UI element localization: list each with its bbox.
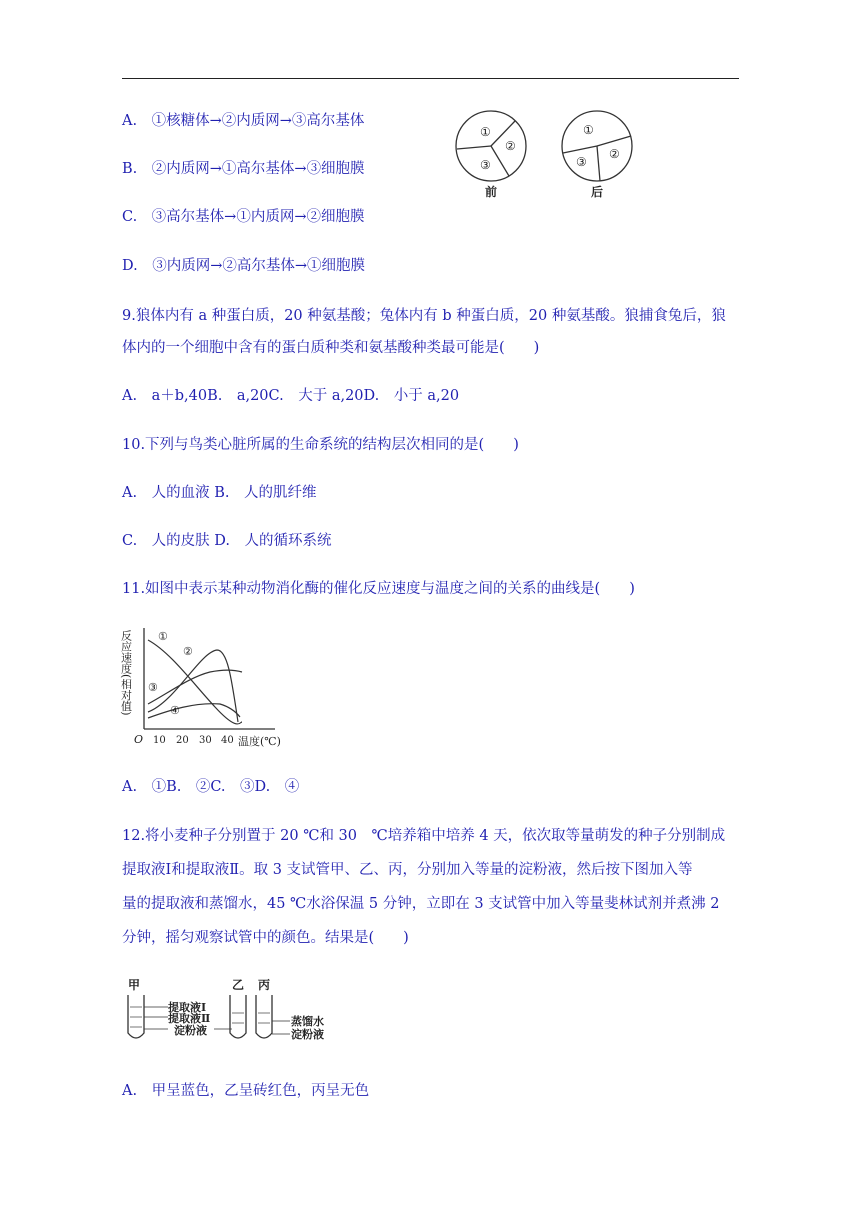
q9-options: A. a＋b,40B. a,20C. 大于 a,20D. 小于 a,20 bbox=[122, 388, 460, 404]
label-starch-left: 淀粉液 bbox=[174, 1024, 207, 1037]
q8-option-b: B. ②内质网→①高尔基体→③细胞膜 bbox=[122, 161, 365, 177]
before-pie bbox=[456, 111, 526, 199]
curve-label-4: ④ bbox=[170, 704, 180, 717]
label-extract-1: 提取液Ⅰ bbox=[168, 1001, 207, 1014]
pie-label-3b: ③ bbox=[576, 155, 587, 169]
tube-label-yi: 乙 bbox=[232, 978, 245, 992]
y-axis-label: 反应速度(相对值) bbox=[120, 630, 133, 716]
q9-stem-line-2: 体内的一个细胞中含有的蛋白质种类和氨基酸种类最可能是( ) bbox=[122, 340, 540, 356]
label-starch-right: 淀粉液 bbox=[291, 1028, 324, 1041]
tube-label-bing: 丙 bbox=[258, 978, 271, 992]
curve-2 bbox=[148, 650, 238, 722]
q8-option-c: C. ③高尔基体→①内质网→②细胞膜 bbox=[122, 209, 365, 225]
q12-stem-line-4: 分钟，摇匀观察试管中的颜色。结果是( ) bbox=[122, 930, 409, 946]
q8-pie-figure bbox=[450, 108, 640, 200]
q10-options-line-2: C. 人的皮肤 D. 人的循环系统 bbox=[122, 533, 332, 549]
curve-3 bbox=[148, 670, 242, 704]
q12-option-a: A. 甲呈蓝色，乙呈砖红色，丙呈无色 bbox=[122, 1083, 370, 1099]
q12-test-tube-figure bbox=[124, 977, 344, 1049]
pie-label-1b: ① bbox=[583, 123, 594, 137]
q10-stem: 10.下列与鸟类心脏所属的生命系统的结构层次相同的是( ) bbox=[122, 437, 519, 453]
after-label: 后 bbox=[591, 185, 604, 199]
x-tick-30: 30 bbox=[199, 735, 212, 746]
curve-4 bbox=[148, 704, 240, 718]
q10-options-line-1: A. 人的血液 B. 人的肌纤维 bbox=[122, 485, 317, 501]
q12-stem-line-2: 提取液Ⅰ和提取液Ⅱ。取 3 支试管甲、乙、丙，分别加入等量的淀粉液，然后按下图加入等 bbox=[122, 862, 693, 878]
after-pie bbox=[562, 111, 632, 199]
x-tick-10: 10 bbox=[153, 735, 166, 746]
q11-enzyme-chart bbox=[120, 622, 290, 752]
label-water: 蒸馏水 bbox=[291, 1015, 324, 1028]
q11-options: A. ①B. ②C. ③D. ④ bbox=[122, 779, 300, 795]
origin-label: O bbox=[134, 733, 144, 746]
q9-stem-line-1: 9.狼体内有 a 种蛋白质，20 种氨基酸；兔体内有 b 种蛋白质，20 种氨基酸。狼捕食兔后，狼 bbox=[122, 308, 726, 324]
x-tick-20: 20 bbox=[176, 735, 189, 746]
tube-yi bbox=[230, 995, 246, 1038]
q11-stem: 11.如图中表示某种动物消化酶的催化反应速度与温度之间的关系的曲线是( ) bbox=[122, 581, 635, 597]
pie-label-2: ② bbox=[505, 139, 516, 153]
q8-option-d: D. ③内质网→②高尔基体→①细胞膜 bbox=[122, 258, 366, 274]
tube-label-jia: 甲 bbox=[128, 978, 141, 992]
header-rule bbox=[122, 78, 739, 79]
label-extract-2: 提取液Ⅱ bbox=[168, 1012, 211, 1025]
curve-label-1: ① bbox=[158, 630, 168, 643]
before-label: 前 bbox=[485, 185, 498, 199]
q8-option-a: A. ①核糖体→②内质网→③高尔基体 bbox=[122, 113, 365, 129]
x-tick-40: 40 bbox=[221, 735, 234, 746]
curve-label-3: ③ bbox=[148, 681, 158, 694]
tube-bing bbox=[256, 995, 272, 1038]
curve-1 bbox=[148, 640, 242, 724]
curve-label-2: ② bbox=[183, 645, 193, 658]
pie-label-1: ① bbox=[480, 125, 491, 139]
x-axis-label: 温度(℃) bbox=[238, 735, 281, 748]
q12-stem-line-3: 量的提取液和蒸馏水，45 ℃水浴保温 5 分钟，立即在 3 支试管中加入等量斐林试剂并煮沸 2 bbox=[122, 896, 720, 912]
pie-label-3: ③ bbox=[480, 158, 491, 172]
q12-stem-line-1: 12.将小麦种子分别置于 20 ℃和 30 ℃培养箱中培养 4 天，依次取等量萌发的种子分别制成 bbox=[122, 828, 726, 844]
tube-jia bbox=[128, 995, 144, 1038]
pie-label-2b: ② bbox=[609, 147, 620, 161]
